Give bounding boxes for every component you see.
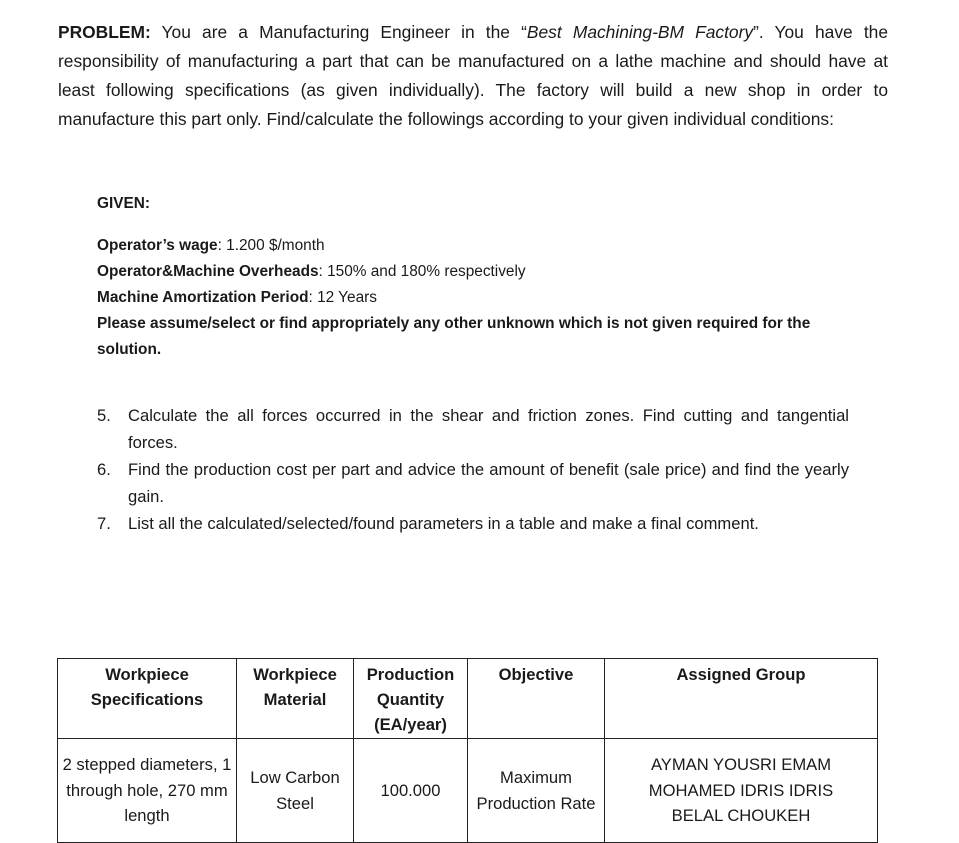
amort-label: Machine Amortization Period — [97, 289, 309, 306]
overheads-value: : 150% and 180% respectively — [318, 263, 526, 280]
cell-material: Low Carbon Steel — [237, 739, 354, 843]
group-member: MOHAMED IDRIS IDRIS — [648, 780, 834, 800]
given-amortization — [97, 285, 867, 311]
cell-quantity: 100.000 — [354, 739, 468, 843]
header-objective: Objective — [468, 659, 605, 739]
header-workpiece-material: Workpiece Material — [237, 659, 354, 739]
group-member: BELAL CHOUKEH — [671, 806, 811, 826]
task-number: 6. — [97, 460, 111, 479]
wage-label: Operator’s wage — [97, 237, 218, 254]
wage-value: : 1.200 $/month — [217, 237, 325, 254]
task-item — [97, 456, 849, 510]
given-list — [97, 233, 867, 363]
problem-label: PROBLEM: — [58, 22, 151, 42]
given-title: GIVEN: — [97, 195, 151, 212]
table-row — [58, 739, 878, 843]
problem-statement — [58, 18, 888, 134]
table-header-row — [58, 659, 878, 739]
cell-assigned-group — [605, 739, 878, 843]
specifications-table — [57, 658, 878, 843]
task-number: 7. — [97, 514, 111, 533]
task-item — [97, 402, 849, 456]
given-overheads — [97, 259, 867, 285]
task-text: Find the production cost per part and advice the amount of benefit (sale price) and find the yearly gain. — [128, 460, 849, 506]
header-assigned-group: Assigned Group — [605, 659, 878, 739]
group-member: AYMAN YOUSRI EMAM — [650, 755, 832, 775]
task-text: Calculate the all forces occurred in the shear and friction zones. Find cutting and tangential forces. — [128, 406, 849, 452]
amort-value: : 12 Years — [308, 289, 377, 306]
problem-text-a: You are a Manufacturing Engineer in the “ — [150, 22, 527, 42]
task-number: 5. — [97, 406, 111, 425]
cell-objective: Maximum Production Rate — [468, 739, 605, 843]
given-note — [97, 311, 867, 363]
task-list — [97, 402, 849, 537]
given-wage — [97, 233, 867, 259]
note-text: Please assume/select or find appropriately any other unknown which is not given required for the solution. — [97, 315, 811, 358]
factory-name: Best Machining-BM Factory — [526, 22, 754, 42]
header-production-quantity: Production Quantity (EA/year) — [354, 659, 468, 739]
cell-specifications: 2 stepped diameters, 1 through hole, 270 mm length — [58, 739, 237, 843]
task-text: List all the calculated/selected/found parameters in a table and make a final comment. — [128, 514, 759, 533]
problem-text-b: ”. You have the responsibility of manufacturing a part that can be manufactured on a lathe machine and should have at least following specifications (as given individually). The factory will build a new shop in order to manufacture this part only. Find/calculate the followings according to your given individual conditions: — [58, 22, 888, 129]
header-workpiece-specifications: Workpiece Specifications — [58, 659, 237, 739]
task-item — [97, 510, 849, 537]
overheads-label: Operator&Machine Overheads — [97, 263, 319, 280]
